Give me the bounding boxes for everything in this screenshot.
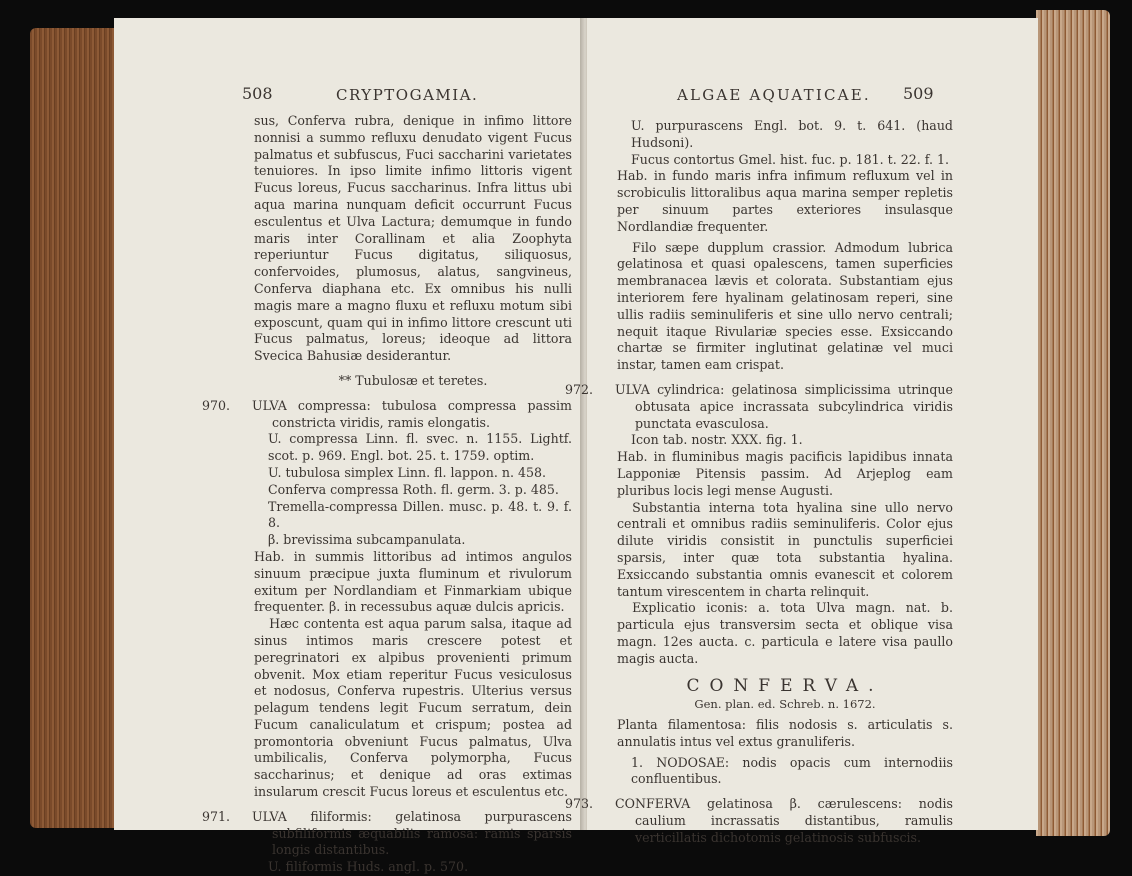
synonym: Conferva compressa Roth. fl. germ. 3. p. 485. bbox=[268, 481, 559, 497]
open-book bbox=[24, 10, 1110, 875]
synonym: U. tubulosa simplex Linn. fl. lappon. n. 458. bbox=[268, 464, 547, 480]
entry-diagnosis: CONFERVA gelatinosa β. cærulescens: nodis caulium incrassatis distantibus, ramulis verticillatis dichotomis gelatinosis subfuscis. bbox=[615, 796, 953, 845]
left-text-column bbox=[202, 113, 572, 876]
synonym: U. compressa Linn. fl. svec. n. 1155. Lightf. scot. p. 969. Engl. bot. 25. t. 1759. optim. bbox=[268, 431, 572, 464]
entry-number: 973. bbox=[565, 796, 594, 812]
right-text-column bbox=[565, 118, 953, 847]
page-number-left: 508 bbox=[242, 84, 273, 103]
entry-diagnosis: ULVA filiformis: gelatinosa purpurascens subfiliformis æquabilis ramosa: ramis sparsis longis distantibus. bbox=[252, 808, 572, 858]
genus-description: Planta filamentosa: filis nodosis s. articulatis s. annulatis intus vel extus granuliferis. bbox=[617, 717, 953, 749]
right-page-edges bbox=[1036, 10, 1110, 836]
entry-973 bbox=[565, 796, 953, 846]
note: Substantia interna tota hyalina sine ullo nervo centrali et omnibus radiis seminuliferis. Color ejus dilute viridis consistit in punctulis superficiei sparsis, inter quæ tota substantia hyalina. Exsiccando substantia omnis evanescit et colorem tantum virescentem in charta relinquit. bbox=[617, 499, 953, 599]
right-page bbox=[565, 18, 1038, 845]
entry-971 bbox=[202, 808, 572, 876]
synonym: U. filiformis Huds. angl. p. 570. bbox=[268, 859, 469, 875]
synonym: U. purpurascens Engl. bot. 9. t. 641. (haud Hudsoni). bbox=[631, 118, 953, 150]
genus-heading: CONFERVA. bbox=[686, 675, 884, 696]
note: Filo sæpe dupplum crassior. Admodum lubrica gelatinosa et quasi opalescens, tamen superficies membranacea lævis et colorata. Substantiam ejus interiorem fere hyalinam gelatinosam reperi, sine ullis radiis seminuliferis et sine ullo nervo centrali; nequit itaque Rivulariæ species esse. Exsiccando chartæ se firmiter inglutinat gelatinæ vel muci instar, tamen eam crispat. bbox=[617, 239, 953, 373]
explicatio-iconis: Explicatio iconis: a. tota Ulva magn. nat. b. particula ejus transversim secta et oblique visa magn. 12es aucta. c. particula e latere visa paullo magis aucta. bbox=[617, 600, 953, 666]
entry-972 bbox=[565, 381, 953, 668]
entry-number: 972. bbox=[565, 381, 594, 397]
synonym: Fucus contortus Gmel. hist. fuc. p. 181. t. 22. f. 1. bbox=[631, 151, 949, 167]
entry-number: 971. bbox=[202, 808, 231, 824]
section-nodosae: 1. NODOSAE: nodis opacis cum internodiis confluentibus. bbox=[631, 754, 953, 787]
running-head-right: ALGAE AQUATICAE. bbox=[677, 86, 871, 104]
variety: β. brevissima subcampanulata. bbox=[268, 532, 466, 548]
running-head-left: CRYPTOGAMIA. bbox=[336, 86, 479, 104]
entry-diagnosis: ULVA cylindrica: gelatinosa simplicissima utrinque obtusata apice incrassata subcylindrica viridis punctata evasculosa. bbox=[615, 381, 953, 431]
note: Hæc contenta est aqua parum salsa, itaque ad sinus intimos maris crescere potest et peregrinatori ex alpibus provenienti primum obvenit. Mox etiam reperitur Fucus vesiculosus et nodosus, Conferva rupestris. Ulterius versus pelagum tendens legit Fucum serratum, dein Fucum canaliculatum et crispum; postea ad promontoria obveniunt Fucus palmatus, Ulva umbilicalis, Conferva polymorpha, Fucus saccharinus; et denique ad oras extimas insularum crescit Fucus loreus et esculentus etc. bbox=[254, 616, 572, 800]
section-heading: ** Tubulosæ et teretes. bbox=[338, 372, 488, 388]
entry-diagnosis: ULVA compressa: tubulosa compressa passim constricta viridis, ramis elongatis. bbox=[252, 397, 572, 430]
intro-paragraph: sus, Conferva rubra, denique in infimo littore nonnisi a summo refluxu denudato vigent Fucus palmatus et subfuscus, Fuci saccharini varietates tenuiores. In ipso limite infimo littoris vigent Fucus loreus, Fucus saccharinus. Infra littus ubi aqua marina nunquam deficit occurrunt Fucus esculentus et Ulva Lactura; demumque in fundo maris inter Corallinam et alia Zoophyta reperiuntur Fucus digitatus, siliquosus, confervoides, plumosus, alatus, sangvineus, Conferva diaphana etc. Ex omnibus his nulli magis mare a magno fluxu et refluxu motum sibi exposcunt, quam qui in infimo littore crescunt uti Fucus palmatus, loreus; ideoque ad littora Svecica Bahusiæ desiderantur. bbox=[254, 113, 572, 364]
habitat: Hab. in fundo maris infra infimum refluxum vel in scrobiculis littoralibus aqua marina semper repletis per sinuum partes exteriores insulasque Nordlandiæ frequenter. bbox=[617, 168, 953, 234]
habitat: Hab. in fluminibus magis pacificis lapidibus innata Lapponiæ Pitensis passim. Ad Arjeplog eam pluribus locis legi mense Augusti. bbox=[617, 449, 953, 498]
entry-970 bbox=[202, 397, 572, 801]
entry-number: 970. bbox=[202, 397, 231, 413]
icon-reference: Icon tab. nostr. XXX. fig. 1. bbox=[631, 432, 803, 448]
left-page bbox=[114, 18, 584, 875]
page-number-right: 509 bbox=[903, 84, 934, 103]
genus-reference: Gen. plan. ed. Schreb. n. 1672. bbox=[694, 697, 876, 712]
synonym: Tremella-compressa Dillen. musc. p. 48. t. 9. f. 8. bbox=[268, 498, 572, 531]
habitat: Hab. in summis littoribus ad intimos angulos sinuum præcipue juxta fluminum et rivulorum exitum per Nordlandiam et Finmarkiam ubique frequenter. β. in recessubus aquæ dulcis apricis. bbox=[254, 548, 572, 615]
